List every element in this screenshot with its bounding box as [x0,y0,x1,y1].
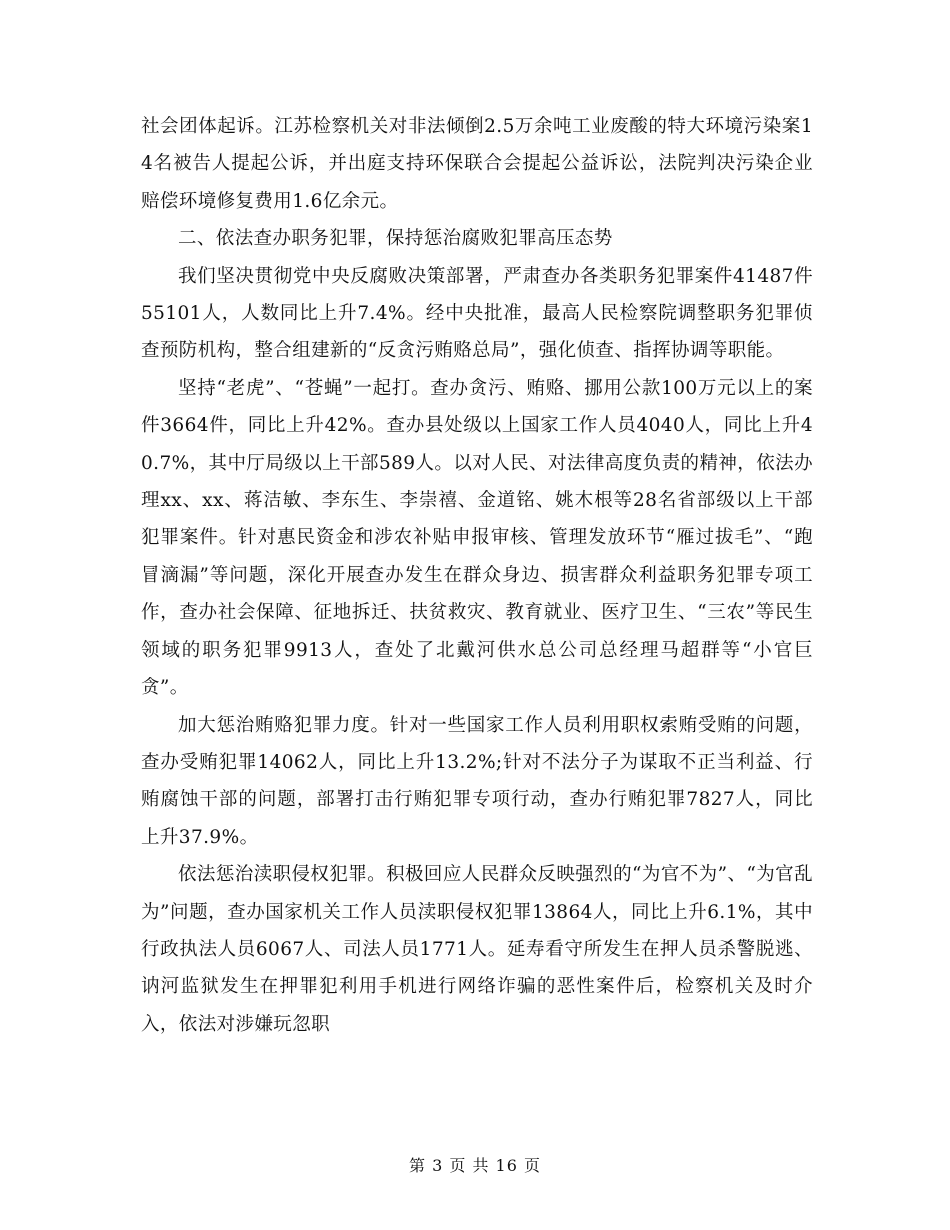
paragraph-tigers-and-flies: 坚持“老虎”、“苍蝇”一起打。查办贪污、贿赂、挪用公款100万元以上的案件3664件，同比上升42%。查办县处级以上国家工作人员4040人，同比上升40.7%，其中厅局级以上干部589人。以对人民、对法律高度负责的精神，依法办理xx、xx、蒋洁敏、李东生、李崇禧、金道铭、姚木根等28名省部级以上干部犯罪案件。针对惠民资金和涉农补贴申报审核、管理发放环节“雁过拔毛”、“跑冒滴漏”等问题，深化开展查办发生在群众身边、损害群众利益职务犯罪专项工作，查办社会保障、征地拆迁、扶贫救灾、教育就业、医疗卫生、“三农”等民生领域的职务犯罪9913人，查处了北戴河供水总公司总经理马超群等“小官巨贪”。 [141,377,813,699]
paragraph-continuation: 社会团体起诉。江苏检察机关对非法倾倒2.5万余吨工业废酸的特大环境污染案14名被告人提起公诉，并出庭支持环保联合会提起公益诉讼，法院判决污染企业赔偿环境修复费用1.6亿余元。 [141,116,813,212]
page-footer: 第 3 页 共 16 页 [409,1156,541,1175]
paragraph-dereliction-crimes: 依法惩治渎职侵权犯罪。积极回应人民群众反映强烈的“为官不为”、“为官乱为”问题，查办国家机关工作人员渎职侵权犯罪13864人，同比上升6.1%，其中行政执法人员6067人、司法人员1771人。延寿看守所发生在押人员杀警脱逃、讷河监狱发生在押罪犯利用手机进行网络诈骗的恶性案件后，检察机关及时介入，依法对涉嫌玩忽职 [141,864,813,1035]
paragraph-bribery-crimes: 加大惩治贿赂犯罪力度。针对一些国家工作人员利用职权索贿受贿的问题，查办受贿犯罪14062人，同比上升13.2%;针对不法分子为谋取不正当利益、行贿腐蚀干部的问题，部署打击行贿犯罪专项行动，查办行贿犯罪7827人，同比上升37.9%。 [141,714,813,848]
paragraph-anticorruption-overview: 我们坚决贯彻党中央反腐败决策部署，严肃查办各类职务犯罪案件41487件55101人，人数同比上升7.4%。经中央批准，最高人民检察院调整职务犯罪侦查预防机构，整合组建新的“反贪污贿赂总局”，强化侦查、指挥协调等职能。 [141,265,813,362]
section-heading: 二、依法查办职务犯罪，保持惩治腐败犯罪高压态势 [178,228,613,250]
document-body [141,108,813,1043]
